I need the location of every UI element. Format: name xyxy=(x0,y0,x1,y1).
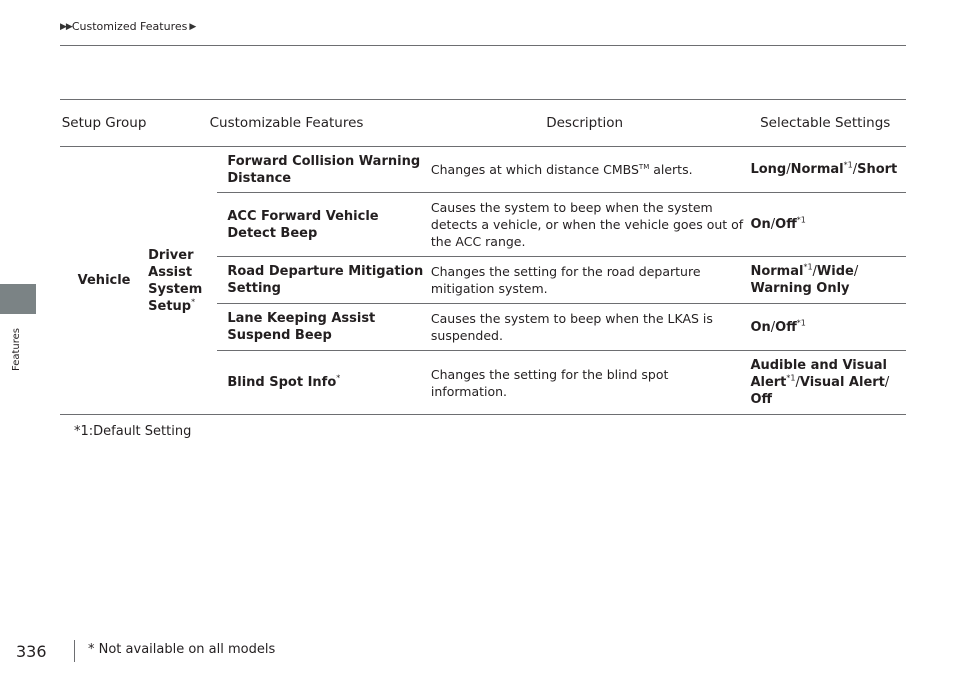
setting-option: Off xyxy=(775,319,797,335)
setting-separator: / xyxy=(853,264,859,279)
default-marker: *1 xyxy=(796,215,806,225)
feature-name: Road Departure Mitigation Setting xyxy=(217,257,425,304)
feature-description: Changes the setting for the blind spot information. xyxy=(425,351,745,415)
trademark-mark: TM xyxy=(638,162,650,171)
setting-separator: / xyxy=(786,162,791,177)
default-marker: *1 xyxy=(803,262,813,272)
table-row xyxy=(60,147,906,193)
setting-separator: / xyxy=(770,319,776,335)
table-header-row xyxy=(60,100,906,147)
subgroup-driver-assist xyxy=(148,147,217,415)
setting-option: Normal xyxy=(790,162,844,177)
default-marker: *1 xyxy=(796,318,806,328)
subgroup-label: Driver Assist System Setup xyxy=(148,247,203,314)
header-selectable-settings: Selectable Settings xyxy=(744,100,906,147)
not-all-models-marker: * xyxy=(336,373,341,383)
page-number: 336 xyxy=(16,642,47,661)
section-tab-label: Features xyxy=(11,328,22,372)
setting-option: Short xyxy=(857,162,898,177)
setting-option: Off xyxy=(775,217,797,232)
breadcrumb-section[interactable]: Customized Features xyxy=(71,20,188,33)
header-setup-group: Setup Group xyxy=(60,100,148,147)
feature-description: Causes the system to beep when the LKAS is suspended. xyxy=(425,304,745,351)
setting-separator: / xyxy=(884,375,890,390)
setting-option: On xyxy=(750,319,771,335)
triangle-right-icon: ▶ xyxy=(189,21,197,32)
setup-group-vehicle: Vehicle xyxy=(60,147,148,415)
setting-option: Off xyxy=(750,392,773,407)
double-triangle-right-icon: ▶▶ xyxy=(60,21,72,32)
setting-option: Wide xyxy=(816,264,854,279)
default-setting-note: *1:Default Setting xyxy=(74,424,192,439)
setting-option: Normal xyxy=(750,264,804,279)
setting-separator: / xyxy=(770,217,776,232)
feature-description: Changes the setting for the road departure mitigation system. xyxy=(425,257,745,304)
feature-settings xyxy=(744,193,906,257)
setting-option: Warning Only xyxy=(750,281,850,296)
description-tail: alerts. xyxy=(649,162,693,177)
setting-option: Audible and Visual Alert xyxy=(750,358,887,390)
feature-description xyxy=(425,147,745,193)
setting-option: Long xyxy=(750,162,787,177)
feature-name: Lane Keeping Assist Suspend Beep xyxy=(217,304,425,351)
feature-settings xyxy=(744,147,906,193)
header-customizable-features: Customizable Features xyxy=(148,100,425,147)
feature-name: Forward Collision Warning Distance xyxy=(217,147,425,193)
feature-name-text: Blind Spot Info xyxy=(227,375,337,390)
feature-settings xyxy=(744,304,906,351)
footnote-divider xyxy=(74,640,75,662)
header-divider xyxy=(60,45,906,46)
setting-separator: / xyxy=(795,375,800,390)
setting-separator: / xyxy=(852,162,858,177)
availability-footnote: * Not available on all models xyxy=(88,642,276,657)
customizable-features-table xyxy=(60,99,906,415)
feature-settings xyxy=(744,351,906,415)
section-tab-marker xyxy=(0,284,36,314)
feature-name xyxy=(217,351,425,415)
description-text: Changes at which distance CMBS xyxy=(430,162,639,177)
setting-separator: / xyxy=(812,264,817,279)
setting-option: Visual Alert xyxy=(799,375,885,390)
feature-name: ACC Forward Vehicle Detect Beep xyxy=(217,193,425,257)
default-marker: *1 xyxy=(843,160,853,170)
default-marker: *1 xyxy=(786,373,796,383)
breadcrumb xyxy=(60,20,196,33)
not-all-models-marker: * xyxy=(191,297,196,307)
feature-settings xyxy=(744,257,906,304)
feature-description: Causes the system to beep when the system detects a vehicle, or when the vehicle goes out of the ACC range. xyxy=(425,193,745,257)
header-description: Description xyxy=(425,100,745,147)
setting-option: On xyxy=(750,217,771,232)
